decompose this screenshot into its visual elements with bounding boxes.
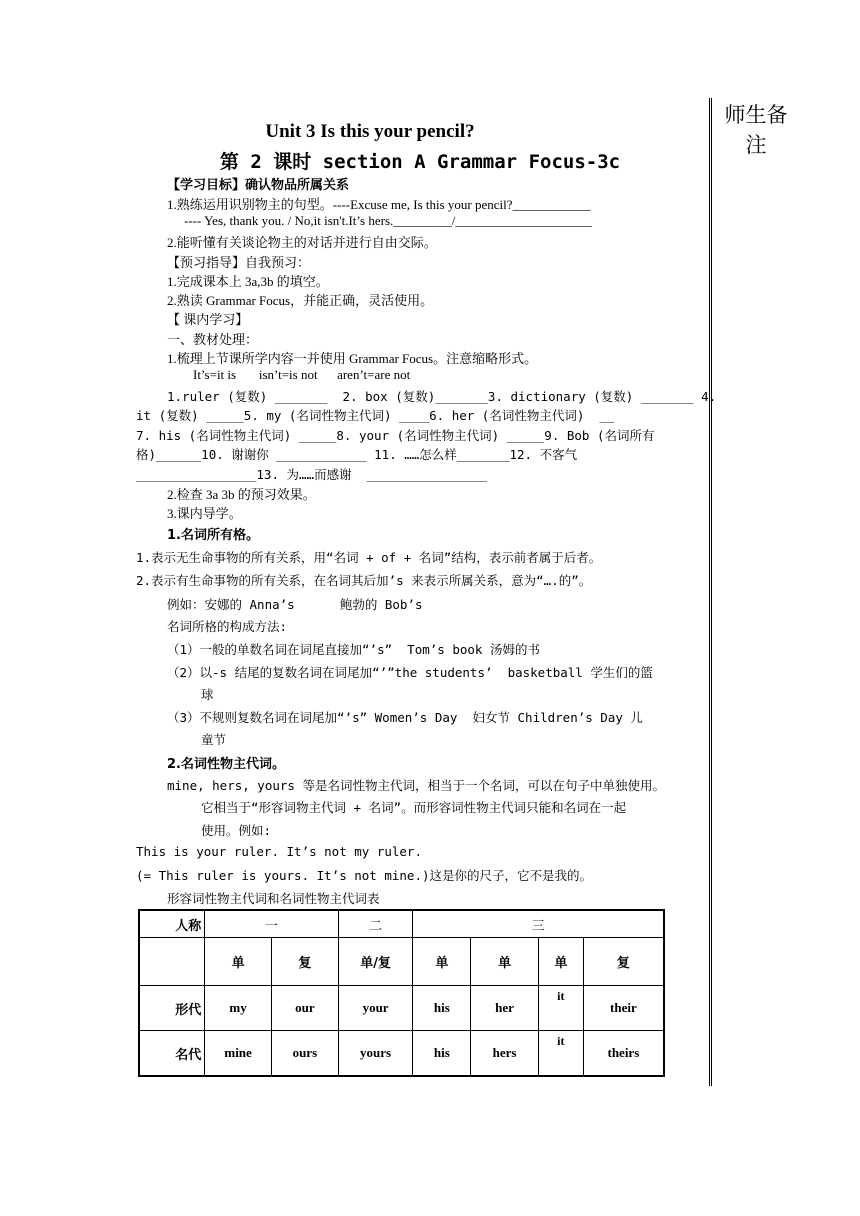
person-header: 人称 bbox=[139, 910, 205, 938]
number-cell: 复 bbox=[583, 938, 664, 986]
number-cell: 单 bbox=[538, 938, 583, 986]
number-row bbox=[139, 938, 664, 986]
possessive-method-2: （2）以-s 结尾的复数名词在词尾加“’”the students’ basketball 学生们的篮 bbox=[167, 665, 653, 680]
possessive-rule-2: 2.表示有生命事物的所有关系，在名词其后加’s 来表示所属关系，意为“….的”。 bbox=[136, 573, 592, 588]
pronoun-cell: yours bbox=[338, 1031, 413, 1077]
pronoun-cell: hers bbox=[471, 1031, 539, 1077]
table-header-row bbox=[139, 910, 664, 938]
number-cell: 单 bbox=[413, 938, 471, 986]
possessive-rule-1: 1.表示无生命事物的所有关系，用“名词 + of + 名词”结构，表示前者属于后者。 bbox=[136, 550, 602, 565]
goals-heading: 【学习目标】确认物品所属关系 bbox=[167, 178, 350, 193]
example-sentence-2: (= This ruler is yours. It’s not mine.)这是你的尺子，它不是我的。 bbox=[136, 868, 593, 883]
pronoun-cell: her bbox=[471, 986, 539, 1031]
vocab-line-4: 格)______10. 谢谢你 ____________ 11. ……怎么样_______12. 不客气 bbox=[136, 447, 578, 462]
possessive-method-3-cont: 童节 bbox=[201, 732, 227, 747]
check-preview: 2.检查 3a 3b 的预习效果。 bbox=[167, 487, 316, 502]
pronoun-desc-1: mine, hers, yours 等是名词性物主代词，相当于一个名词，可以在句子中单独使用。 bbox=[167, 778, 665, 793]
empty-cell bbox=[139, 938, 205, 986]
goal-2: 2.能听懂有关谈论物主的对话并进行自由交际。 bbox=[167, 235, 437, 250]
contractions: It’s=it is isn’t=is not aren’t=are not bbox=[193, 367, 411, 382]
pronoun-desc-3: 使用。例如: bbox=[201, 823, 272, 838]
possessive-method-1: （1）一般的单数名词在词尾直接加“’s” Tom’s book 汤姆的书 bbox=[167, 642, 540, 657]
pronoun-cell: ours bbox=[271, 1031, 338, 1077]
number-cell: 复 bbox=[271, 938, 338, 986]
possessive-method: 名词所格的构成方法: bbox=[167, 619, 288, 634]
adjective-pronoun-row bbox=[139, 986, 664, 1031]
preview-1: 1.完成课本上 3a,3b 的填空。 bbox=[167, 274, 329, 289]
vocab-line-2: it (复数) _____5. my (名词性物主代词) ____6. her (名词性物主代词) __ bbox=[136, 408, 615, 423]
pronoun-cell: your bbox=[338, 986, 413, 1031]
preview-heading: 【预习指导】自我预习： bbox=[167, 255, 311, 270]
table-caption: 形容词性物主代词和名词性物主代词表 bbox=[167, 891, 380, 906]
pronoun-cell-it bbox=[538, 986, 583, 1031]
page-subtitle: 第 2 课时 section A Grammar Focus-3c bbox=[219, 151, 621, 173]
pronoun-cell: our bbox=[271, 986, 338, 1031]
possessive-method-2-cont: 球 bbox=[201, 687, 214, 702]
pronoun-cell: theirs bbox=[583, 1031, 664, 1077]
possessive-heading: 1.名词所有格。 bbox=[167, 528, 259, 543]
inclass-heading: 【 课内学习】 bbox=[167, 312, 249, 327]
pronoun-cell: his bbox=[413, 1031, 471, 1077]
first-person-header: 一 bbox=[205, 910, 339, 938]
vocab-line-5: ________________13. 为……而感谢 ________________ bbox=[136, 467, 488, 482]
notes-column-header: 师生备注 bbox=[724, 103, 788, 157]
possessive-example: 例如：安娜的 Anna’s 鲍勃的 Bob’s bbox=[167, 597, 423, 612]
possessive-method-3: （3）不规则复数名词在词尾加“’s” Women’s Day 妇女节 Children’s Day 儿 bbox=[167, 710, 643, 725]
preview-2: 2.熟读 Grammar Focus，并能正确，灵活使用。 bbox=[167, 293, 434, 308]
number-cell: 单/复 bbox=[338, 938, 413, 986]
vocab-line-1: 1.ruler (复数) _______ 2. box (复数)_______3. dictionary (复数) _______ 4. bbox=[167, 389, 717, 404]
goal-1: 1.熟练运用识别物主的句型。----Excuse me, Is this your pencil?____________ bbox=[167, 197, 591, 212]
pronoun-cell: his bbox=[413, 986, 471, 1031]
noun-pronoun-row bbox=[139, 1031, 664, 1077]
noun-pronoun-label: 名代 bbox=[139, 1031, 205, 1077]
in-class-guide: 3.课内导学。 bbox=[167, 506, 242, 521]
section-1-heading: 一、教材处理： bbox=[167, 332, 259, 347]
pronoun-heading: 2.名词性物主代词。 bbox=[167, 757, 285, 772]
goal-1-answer: ---- Yes, thank you. / No,it isn't.It’s hers._________/_____________________ bbox=[184, 213, 592, 228]
third-person-header: 三 bbox=[413, 910, 664, 938]
pronoun-cell: mine bbox=[205, 1031, 272, 1077]
second-person-header: 二 bbox=[338, 910, 413, 938]
vocab-line-3: 7. his (名词性物主代词) _____8. your (名词性物主代词) _____9. Bob (名词所有 bbox=[136, 428, 655, 443]
number-cell: 单 bbox=[471, 938, 539, 986]
pronoun-it: it bbox=[557, 989, 565, 1003]
pronoun-desc-2: 它相当于“形容词物主代词 + 名词”。而形容词性物主代词只能和名词在一起 bbox=[201, 800, 627, 815]
pronoun-cell: their bbox=[583, 986, 664, 1031]
pronoun-cell-it bbox=[538, 1031, 583, 1077]
pronoun-cell: my bbox=[205, 986, 272, 1031]
pronoun-it: it bbox=[557, 1034, 565, 1048]
example-sentence-1: This is your ruler. It’s not my ruler. bbox=[136, 844, 422, 859]
adjective-pronoun-label: 形代 bbox=[139, 986, 205, 1031]
pronoun-table bbox=[138, 909, 665, 1077]
section-1-item-1: 1.梳理上节课所学内容一并使用 Grammar Focus。注意缩略形式。 bbox=[167, 351, 538, 366]
page-title: Unit 3 Is this your pencil? bbox=[265, 121, 475, 142]
margin-divider bbox=[709, 98, 712, 1086]
number-cell: 单 bbox=[205, 938, 272, 986]
